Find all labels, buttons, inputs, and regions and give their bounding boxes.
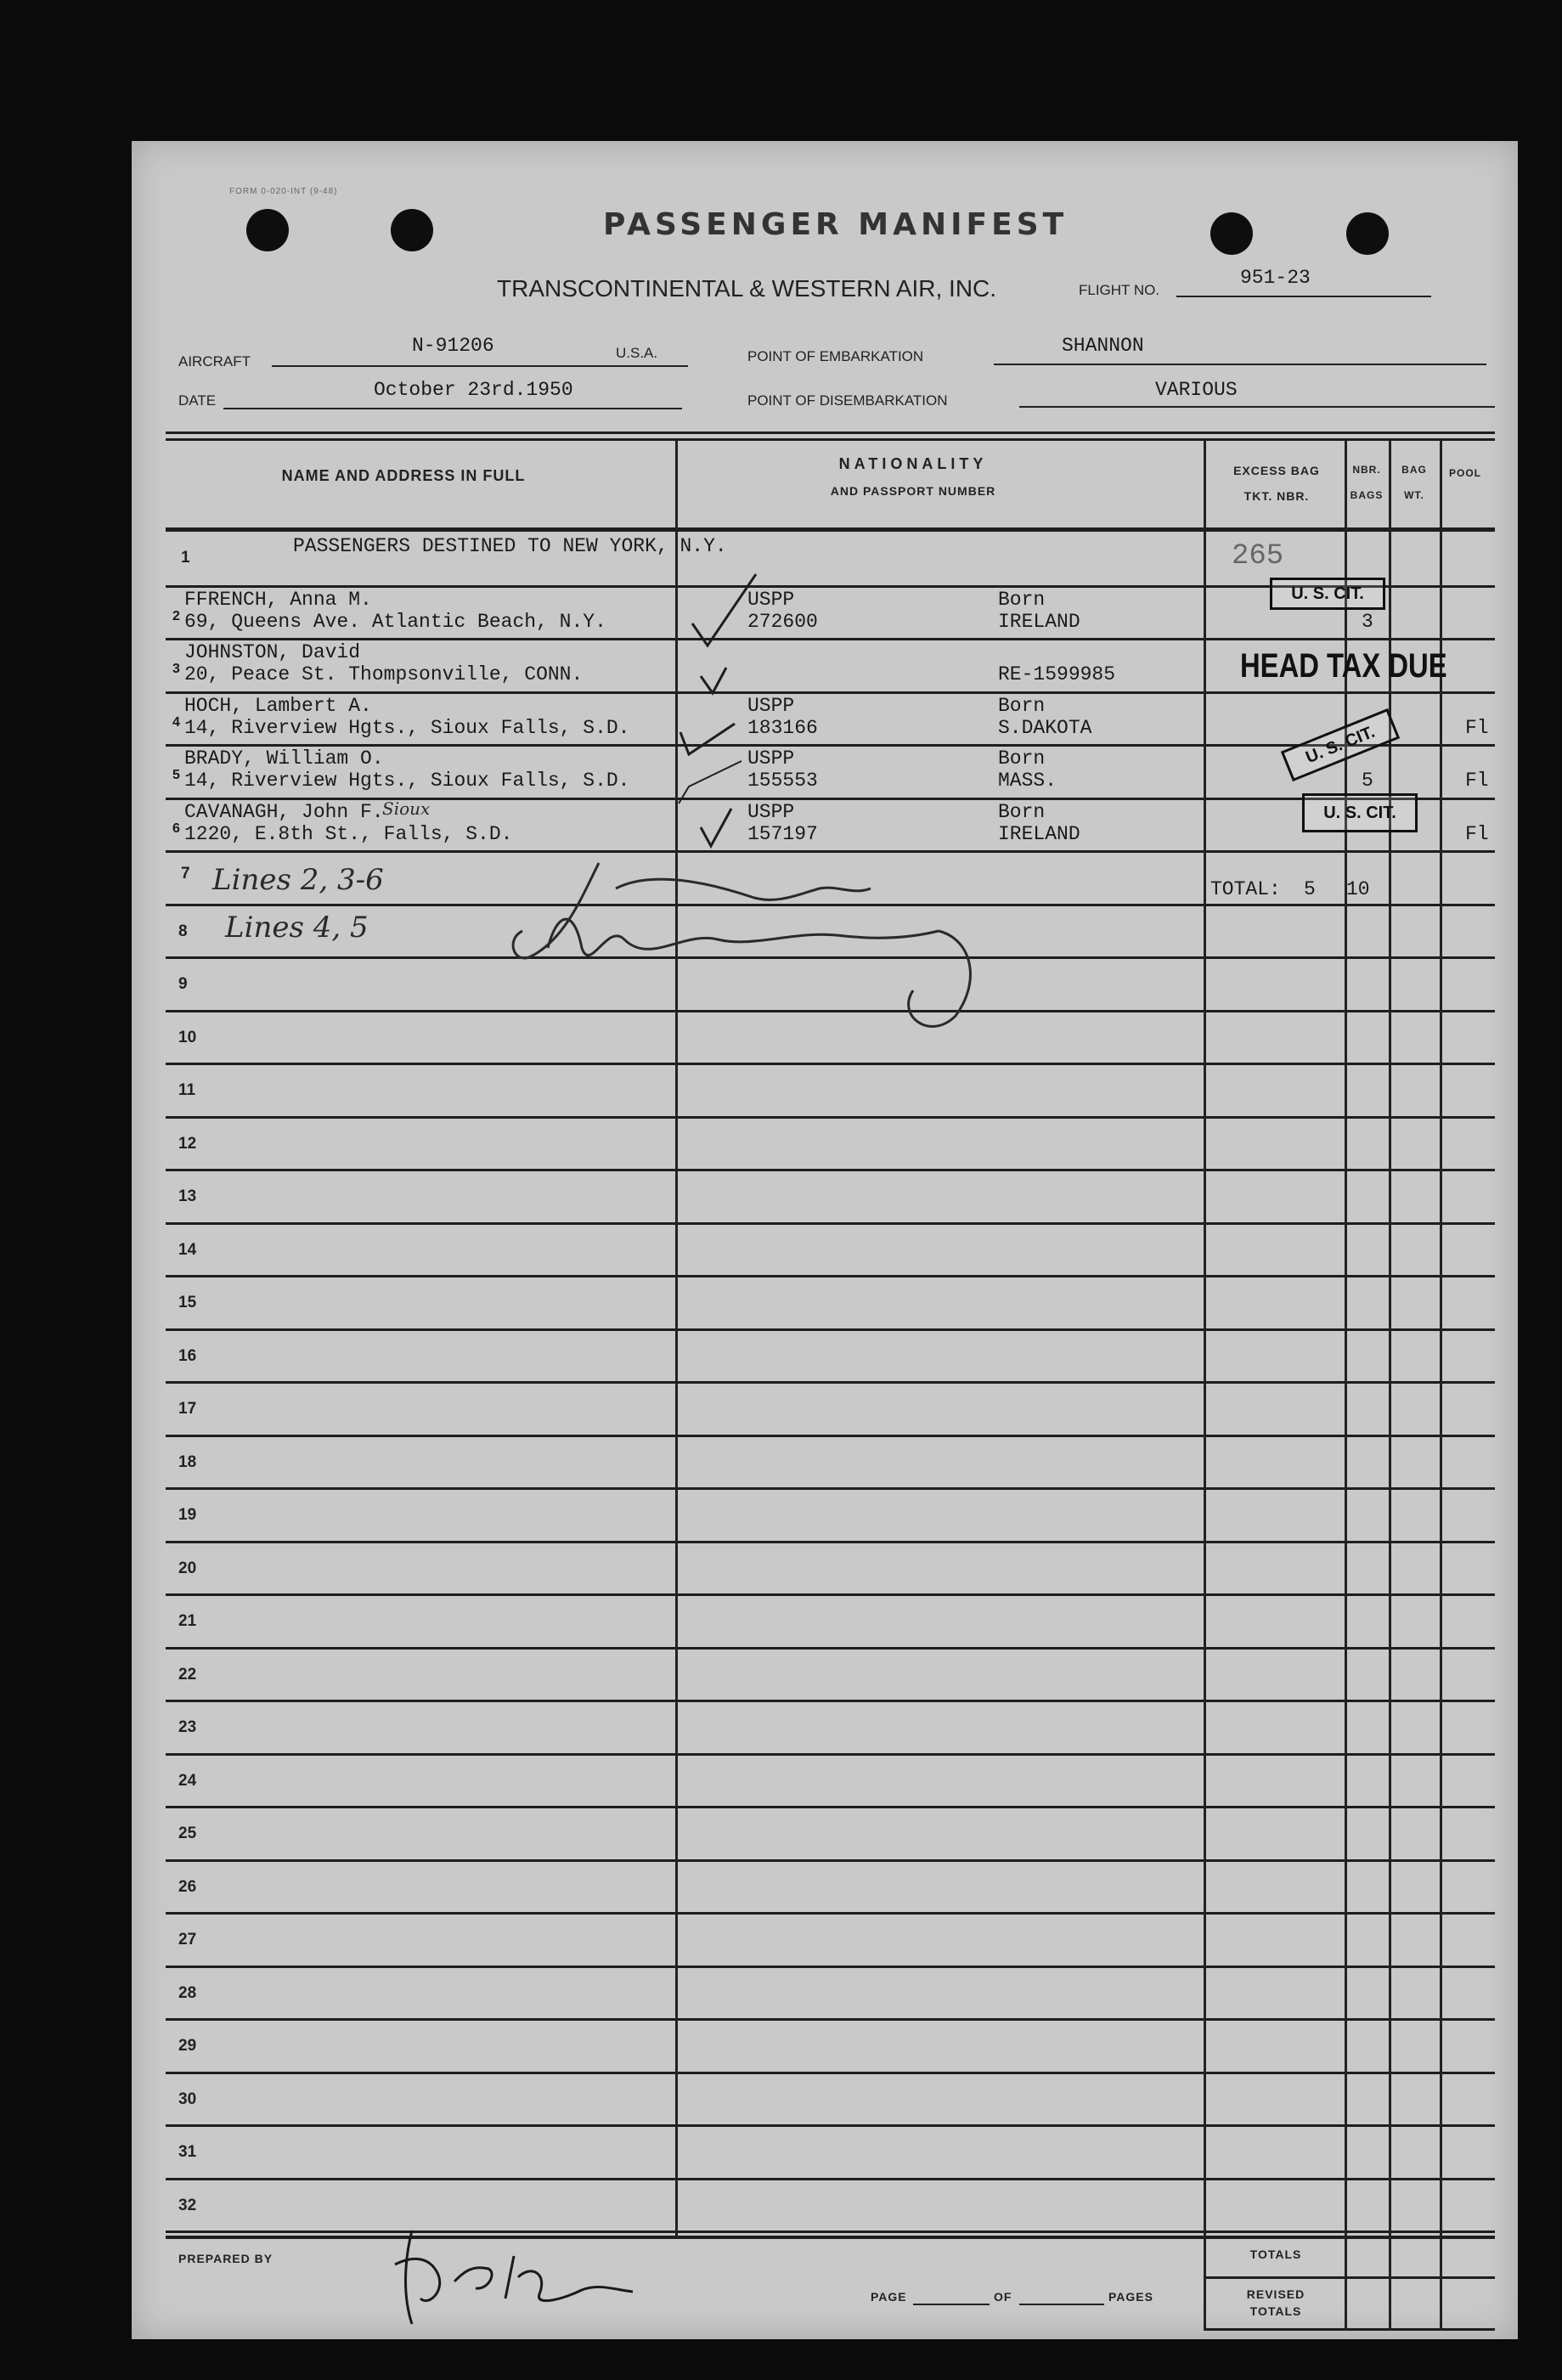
- us-citizen-stamp-2: U. S. CIT.: [1302, 793, 1418, 832]
- bag-count: 3: [1362, 611, 1373, 633]
- row-rule: [166, 1647, 1495, 1650]
- passport-number: 272600: [747, 611, 818, 633]
- row-rule: [166, 1381, 1495, 1384]
- flight-label: FLIGHT NO.: [1079, 282, 1160, 298]
- row-rule: [166, 1063, 1495, 1065]
- header-bottom-rule: [166, 527, 1495, 532]
- row-rule: [166, 1169, 1495, 1171]
- total-label: TOTAL:: [1210, 878, 1281, 900]
- row-rule: [166, 2231, 1495, 2233]
- row-number: 3: [172, 662, 180, 676]
- born-label: Born: [998, 801, 1046, 823]
- birthplace: RE-1599985: [998, 663, 1116, 685]
- row-rule: [166, 2178, 1495, 2180]
- passport-type: USPP: [747, 695, 795, 717]
- revised-totals-label: TOTALS: [1249, 2304, 1302, 2318]
- row-number: 14: [178, 1241, 197, 1259]
- header-rule: [166, 438, 1495, 441]
- row-number: 20: [178, 1559, 197, 1577]
- preparer-signature: [378, 2214, 658, 2332]
- passenger-address: 14, Riverview Hgts., Sioux Falls, S.D.: [184, 770, 630, 792]
- row-rule: [166, 1700, 1495, 1702]
- passport-type: USPP: [747, 747, 795, 770]
- passenger-name: FFRENCH, Anna M.: [184, 589, 372, 611]
- row-number: 15: [178, 1294, 197, 1311]
- head-tax-stamp: HEAD TAX DUE: [1240, 647, 1447, 685]
- col-nbr-header: NBR.: [1352, 464, 1381, 476]
- row-rule: [166, 1435, 1495, 1437]
- page-label: PAGE: [871, 2290, 907, 2304]
- col-nbr-header-2: BAGS: [1350, 489, 1384, 501]
- passenger-address: 69, Queens Ave. Atlantic Beach, N.Y.: [184, 611, 606, 633]
- row-rule: [166, 1116, 1495, 1119]
- birthplace: IRELAND: [998, 611, 1080, 633]
- date-value: October 23rd.1950: [374, 379, 573, 401]
- revised-label: REVISED: [1246, 2287, 1305, 2301]
- row-number: 2: [172, 609, 180, 623]
- passenger-name: CAVANAGH, John F.: [184, 801, 384, 823]
- passenger-address: 20, Peace St. Thompsonville, CONN.: [184, 663, 584, 685]
- punch-hole: [391, 209, 433, 251]
- date-label: DATE: [178, 392, 217, 409]
- row-rule: [166, 798, 1495, 800]
- total-passengers: 5: [1304, 878, 1316, 900]
- embark-value: SHANNON: [1062, 335, 1144, 357]
- passport-type: USPP: [747, 801, 795, 823]
- row-number: 30: [178, 2090, 197, 2108]
- col-name-header: NAME AND ADDRESS IN FULL: [281, 467, 526, 484]
- aircraft-country: U.S.A.: [616, 345, 658, 361]
- col-nationality-header: NATIONALITY: [838, 455, 988, 472]
- pages-label: PAGES: [1108, 2290, 1153, 2304]
- row-rule: [166, 1275, 1495, 1277]
- born-label: Born: [998, 747, 1046, 770]
- aircraft-label: AIRCRAFT: [178, 353, 251, 369]
- row-number: 6: [172, 821, 180, 836]
- passport-number: 183166: [747, 717, 818, 739]
- flight-number: 951-23: [1240, 267, 1311, 289]
- row-rule: [166, 2124, 1495, 2127]
- row-number: 16: [178, 1347, 197, 1365]
- bag-count: 5: [1362, 770, 1373, 792]
- total-bags: 10: [1346, 878, 1370, 900]
- passenger-name: HOCH, Lambert A.: [184, 695, 372, 717]
- col-passport-header: AND PASSPORT NUMBER: [830, 484, 996, 498]
- born-label: Born: [998, 589, 1046, 611]
- row-number: 23: [178, 1718, 197, 1736]
- footer-rule: [166, 2236, 1495, 2239]
- row-number: 32: [178, 2197, 197, 2214]
- footer-rule: [1204, 2276, 1495, 2279]
- disembark-value: VARIOUS: [1155, 379, 1238, 401]
- pool-code: Fl: [1465, 823, 1489, 845]
- row-number: 12: [178, 1135, 197, 1153]
- row-number: 26: [178, 1878, 197, 1896]
- row-number: 24: [178, 1772, 197, 1790]
- row-number: 22: [178, 1666, 197, 1683]
- company-name: TRANSCONTINENTAL & WESTERN AIR, INC.: [497, 275, 997, 302]
- row-rule: [166, 2018, 1495, 2021]
- passport-number: 157197: [747, 823, 818, 845]
- us-citizen-stamp-rotated: U. S. CIT.: [1281, 708, 1400, 781]
- row-rule: [166, 638, 1495, 640]
- passenger-name: BRADY, William O.: [184, 747, 384, 770]
- birthplace: MASS.: [998, 770, 1057, 792]
- annotation-line8: Lines 4, 5: [225, 911, 369, 945]
- born-label: Born: [998, 695, 1046, 717]
- row-number: 10: [178, 1029, 197, 1046]
- row-number: 18: [178, 1453, 197, 1471]
- us-citizen-stamp: U. S. CIT.: [1270, 578, 1385, 610]
- col-bagwt-header: BAG: [1401, 464, 1427, 476]
- row-rule: [166, 1753, 1495, 1756]
- aircraft-value: N-91206: [412, 335, 494, 357]
- col-bagwt-header-2: WT.: [1404, 489, 1424, 501]
- punch-hole: [1346, 212, 1389, 255]
- header-rule: [166, 431, 1495, 434]
- row-rule: [166, 1806, 1495, 1808]
- row-number: 21: [178, 1612, 197, 1630]
- punch-hole: [1210, 212, 1253, 255]
- col-excess-header: EXCESS BAG: [1233, 464, 1320, 477]
- row-number: 31: [178, 2143, 197, 2161]
- row-number: 9: [178, 975, 188, 993]
- row-rule: [166, 1859, 1495, 1862]
- prepared-by-label: PREPARED BY: [178, 2252, 273, 2265]
- signature-mark: [497, 846, 1040, 1041]
- birthplace: IRELAND: [998, 823, 1080, 845]
- passenger-name: JOHNSTON, David: [184, 641, 361, 663]
- pool-code: Fl: [1465, 717, 1489, 739]
- column-rule: [1345, 440, 1347, 2331]
- row-number: 28: [178, 1984, 197, 2002]
- row-number: 29: [178, 2037, 197, 2055]
- row-rule: [166, 2072, 1495, 2074]
- row-rule: [166, 1487, 1495, 1490]
- passenger-address: 14, Riverview Hgts., Sioux Falls, S.D.: [184, 717, 630, 739]
- row-number: 19: [178, 1506, 197, 1524]
- disembark-label: POINT OF DISEMBARKATION: [747, 392, 948, 409]
- birthplace: S.DAKOTA: [998, 717, 1092, 739]
- page-title: PASSENGER MANIFEST: [603, 207, 1069, 242]
- row-rule: [166, 1593, 1495, 1596]
- row-number: 27: [178, 1931, 197, 1949]
- row-number: 11: [178, 1081, 196, 1099]
- totals-label: TOTALS: [1249, 2247, 1302, 2261]
- destination-line: PASSENGERS DESTINED TO NEW YORK, N.Y.: [293, 535, 727, 557]
- form-number: FORM 0-020-INT (9-48): [229, 187, 338, 196]
- handwritten-insert: Sioux: [382, 798, 431, 819]
- passport-type: USPP: [747, 589, 795, 611]
- row-number: 17: [178, 1400, 197, 1418]
- excess-ticket-ref: 265: [1232, 540, 1284, 572]
- row-rule: [166, 1222, 1495, 1225]
- row-rule: [166, 1965, 1495, 1968]
- row-number: 25: [178, 1824, 197, 1842]
- passport-number: 155553: [747, 770, 818, 792]
- row-rule: [166, 1912, 1495, 1915]
- row-number: 5: [172, 768, 180, 782]
- column-rule: [1440, 440, 1442, 2331]
- row-rule: [166, 691, 1495, 694]
- col-excess-header-2: TKT. NBR.: [1243, 489, 1310, 503]
- col-pool-header: POOL: [1448, 467, 1481, 479]
- row-number: 4: [172, 715, 180, 730]
- column-rule: [1204, 440, 1206, 2331]
- row-rule: [166, 1328, 1495, 1331]
- footer-rule: [1204, 2328, 1495, 2331]
- passenger-address: 1220, E.8th St., Falls, S.D.: [184, 823, 513, 845]
- pool-code: Fl: [1465, 770, 1489, 792]
- row-rule: [166, 1541, 1495, 1543]
- row-number: 8: [178, 922, 188, 940]
- row-number: 13: [178, 1187, 197, 1205]
- manifest-page: FORM 0-020-INT (9-48) PASSENGER MANIFEST TRANSCONTINENTAL & WESTERN AIR, INC. FLIGHT NO. 951-23 AIRCRAFT N-91206 U.S.A. POINT OF EMBARKATION SHANNON DATE October 23rd.1950 POINT OF DISEMBARKATION VARIOUS NAME AND ADDRESS IN FULL NATIONALITY AND PASSPORT NUMBER EXCESS BAG TKT. NBR. NBR. BAGS BAG WT. POOL 1 PASSENGERS DESTINED TO NEW YORK, N.Y. 265 2 FFRENCH, Anna M. 69, Queens Ave. Atlantic Beach, N.Y. USPP 272600 Born IRELAND 3 3 JOHNSTON, David 20, Peace St. Thompsonville, CONN. RE-1599985 4 HOCH, Lambert A. 14, Riverview Hgts., Sioux Falls, S.D. USPP 183166 Born S.DAKOTA Fl 5 BRADY, William O. 14, Riverview Hgts., Sioux Falls, S.D. USPP 155553 Born MASS. 5 Fl 6 CAVANAGH, John F. 1220, E.8th St., Falls, S.D. USPP 157197 Born IRELAND Fl Sioux U. S. CIT. HEAD TAX DUE U. S. CIT. U. S. CIT. 7 TOTAL: 5 10 Lines 2, 3-6 Lines 4, 5 8 9 10 11 12 13 14 15 16 17 18 19 20 21 22 23 24 25 26 27 28 29 30 31 32 PREPARED BY PAGE OF PAGES TOTALS REVISED TOTALS: [132, 141, 1518, 2339]
- of-label: OF: [994, 2290, 1012, 2304]
- annotation-line7: Lines 2, 3-6: [212, 863, 384, 897]
- punch-hole: [246, 209, 289, 251]
- embark-label: POINT OF EMBARKATION: [747, 348, 924, 364]
